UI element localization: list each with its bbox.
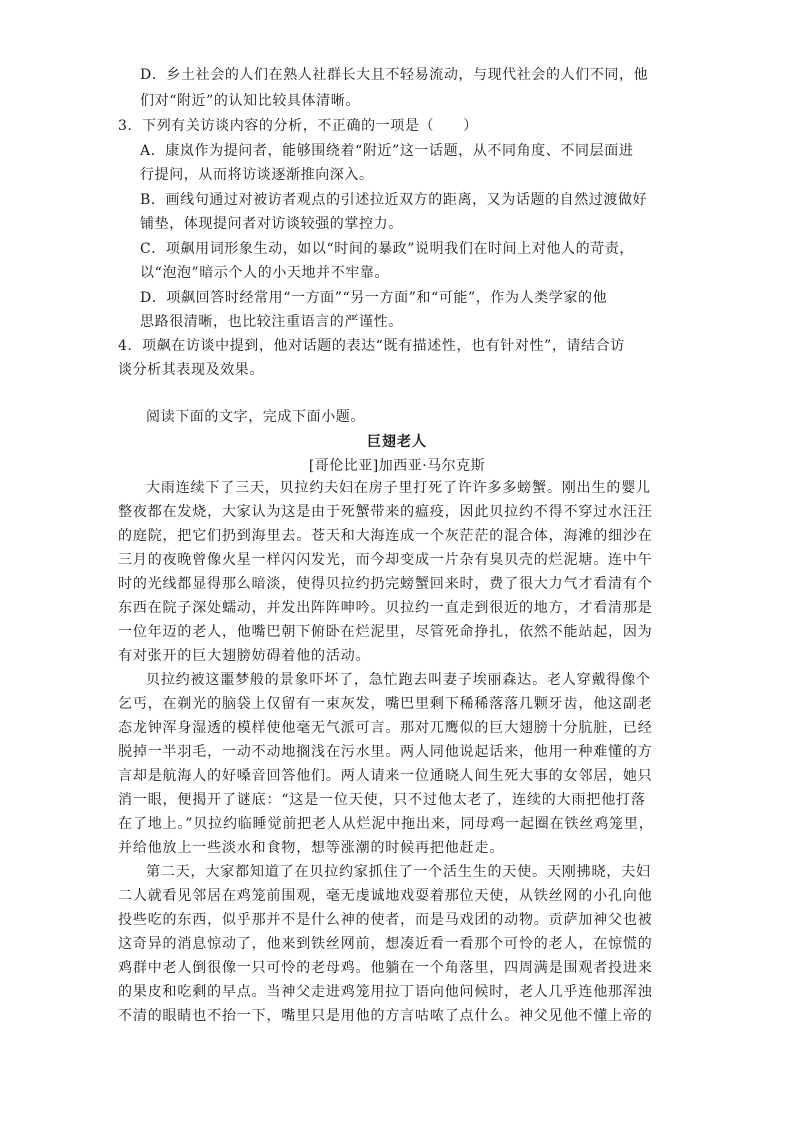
q4-stem-line1: 4．项飙在访谈中提到，他对话题的表达“既有描述性，也有针对性”，请结合访: [118, 338, 625, 354]
q3-option-d-line1: D．项飙回答时经常用“一方面”“另一方面”和“可能”，作为人类学家的他: [140, 290, 608, 306]
q3-stem: 3．下列有关访谈内容的分析，不正确的一项是（ ）: [118, 118, 478, 134]
q3-option-a-line2: 行提问，从而将访谈逐渐推向深入。: [140, 167, 374, 183]
story-title: 巨翅老人: [367, 434, 427, 450]
story-line: 乞丐，在剃光的脑袋上仅留有一束灰发，嘴巴里剩下稀稀落落几颗牙齿，他这副老: [118, 696, 653, 712]
story-line: 在了地上。”贝拉约临睡觉前把老人从烂泥中拖出来，同母鸡一起圈在铁丝鸡笼里，: [118, 816, 654, 832]
q3-option-b-line2: 铺垫，体现提问者对访谈较强的掌控力。: [140, 216, 403, 232]
story-line: 这奇异的消息惊动了，他来到铁丝网前，想凑近看一看那个可怜的老人，在惊慌的: [118, 936, 653, 952]
story-line: 大雨连续下了三天，贝拉约夫妇在房子里打死了许许多多螃蟹。刚出生的婴儿: [146, 480, 651, 496]
reading-instruction: 阅读下面的文字，完成下面小题。: [146, 409, 365, 425]
story-line: 鸡群中老人倒很像一只可怜的老母鸡。他躺在一个角落里，四周满是围观者投进来: [118, 960, 653, 976]
story-author: [哥伦比亚]加西亚·马尔克斯: [308, 458, 486, 474]
story-line: 言却是航海人的好嗓音回答他们。两人请来一位通晓人间生死大事的女邻居，她只: [118, 768, 653, 784]
story-line: 的庭院，把它们扔到海里去。苍天和大海连成一个灰茫茫的混合体，海滩的细沙在: [118, 528, 653, 544]
story-line: 不清的眼睛也不抬一下，嘴里只是用他的方言咕哝了点什么。神父见他不懂上帝的: [118, 1008, 653, 1024]
q3-option-d-line2: 思路很清晰，也比较注重语言的严谨性。: [140, 314, 403, 330]
q4-stem-line2: 谈分析其表现及效果。: [118, 362, 264, 378]
q3-option-a-line1: A．康岚作为提问者，能够围绕着“附近”这一话题，从不同角度、不同层面进: [140, 143, 634, 159]
story-line: 第二天，大家都知道了在贝拉约家抓住了一个活生生的天使。天刚拂晓，夫妇: [146, 864, 651, 880]
story-line: 东西在院子深处蠕动，并发出阵阵呻吟。贝拉约一直走到很近的地方，才看清那是: [118, 600, 653, 616]
q3-option-c-line1: C．项飙用词形象生动，如以“时间的暴政”说明我们在时间上对他人的苛责，: [140, 241, 635, 257]
q3-option-b-line1: B．画线句通过对被访者观点的引述拉近双方的距离，又为话题的自然过渡做好: [140, 192, 648, 208]
story-line: 贝拉约被这噩梦般的景象吓坏了，急忙跑去叫妻子埃丽森达。老人穿戴得像个: [146, 672, 651, 688]
story-line: 脱掉一半羽毛，一动不动地搁浅在污水里。两人同他说起话来，他用一种难懂的方: [118, 744, 653, 760]
story-line: 态龙钟浑身湿透的模样使他毫无气派可言。那对兀鹰似的巨大翅膀十分肮脏，已经: [118, 720, 653, 736]
story-line: 并给他放上一些淡水和食物，想等涨潮的时候再把他赶走。: [118, 840, 505, 856]
story-line: 投些吃的东西，似乎那并不是什么神的使者，而是马戏团的动物。贡萨加神父也被: [118, 912, 653, 928]
story-line: 有对张开的巨大翅膀妨碍着他的活动。: [118, 648, 371, 664]
q2-option-d-line2: 们对“附近”的认知比较具体清晰。: [140, 93, 360, 109]
q2-option-d-line1: D．乡土社会的人们在熟人社群长大且不轻易流动，与现代社会的人们不同，他: [140, 67, 649, 83]
story-line: 二人就看见邻居在鸡笼前围观，毫无虔诚地戏耍着那位天使，从铁丝网的小孔向他: [118, 888, 653, 904]
story-line: 整夜都在发烧，大家认为这是由于死蟹带来的瘟疫，因此贝拉约不得不穿过水汪汪: [118, 504, 653, 520]
story-line: 一位年迈的老人，他嘴巴朝下俯卧在烂泥里，尽管死命挣扎，依然不能站起，因为: [118, 624, 653, 640]
story-line: 时的光线都显得那么暗淡，使得贝拉约扔完螃蟹回来时，费了很大力气才看清有个: [118, 576, 653, 592]
story-line: 三月的夜晚曾像火星一样闪闪发光，而今却变成一片杂有臭贝壳的烂泥塘。连中午: [118, 552, 653, 568]
q3-option-c-line2: 以“泡泡”暗示个人的小天地并不牢靠。: [140, 265, 390, 281]
story-line: 的果皮和吃剩的早点。当神父走进鸡笼用拉丁语向他问候时，老人几乎连他那浑浊: [118, 984, 653, 1000]
story-line: 消一眼，便揭开了谜底：“这是一位天使，只不过他太老了，连续的大雨把他打落: [118, 792, 646, 808]
